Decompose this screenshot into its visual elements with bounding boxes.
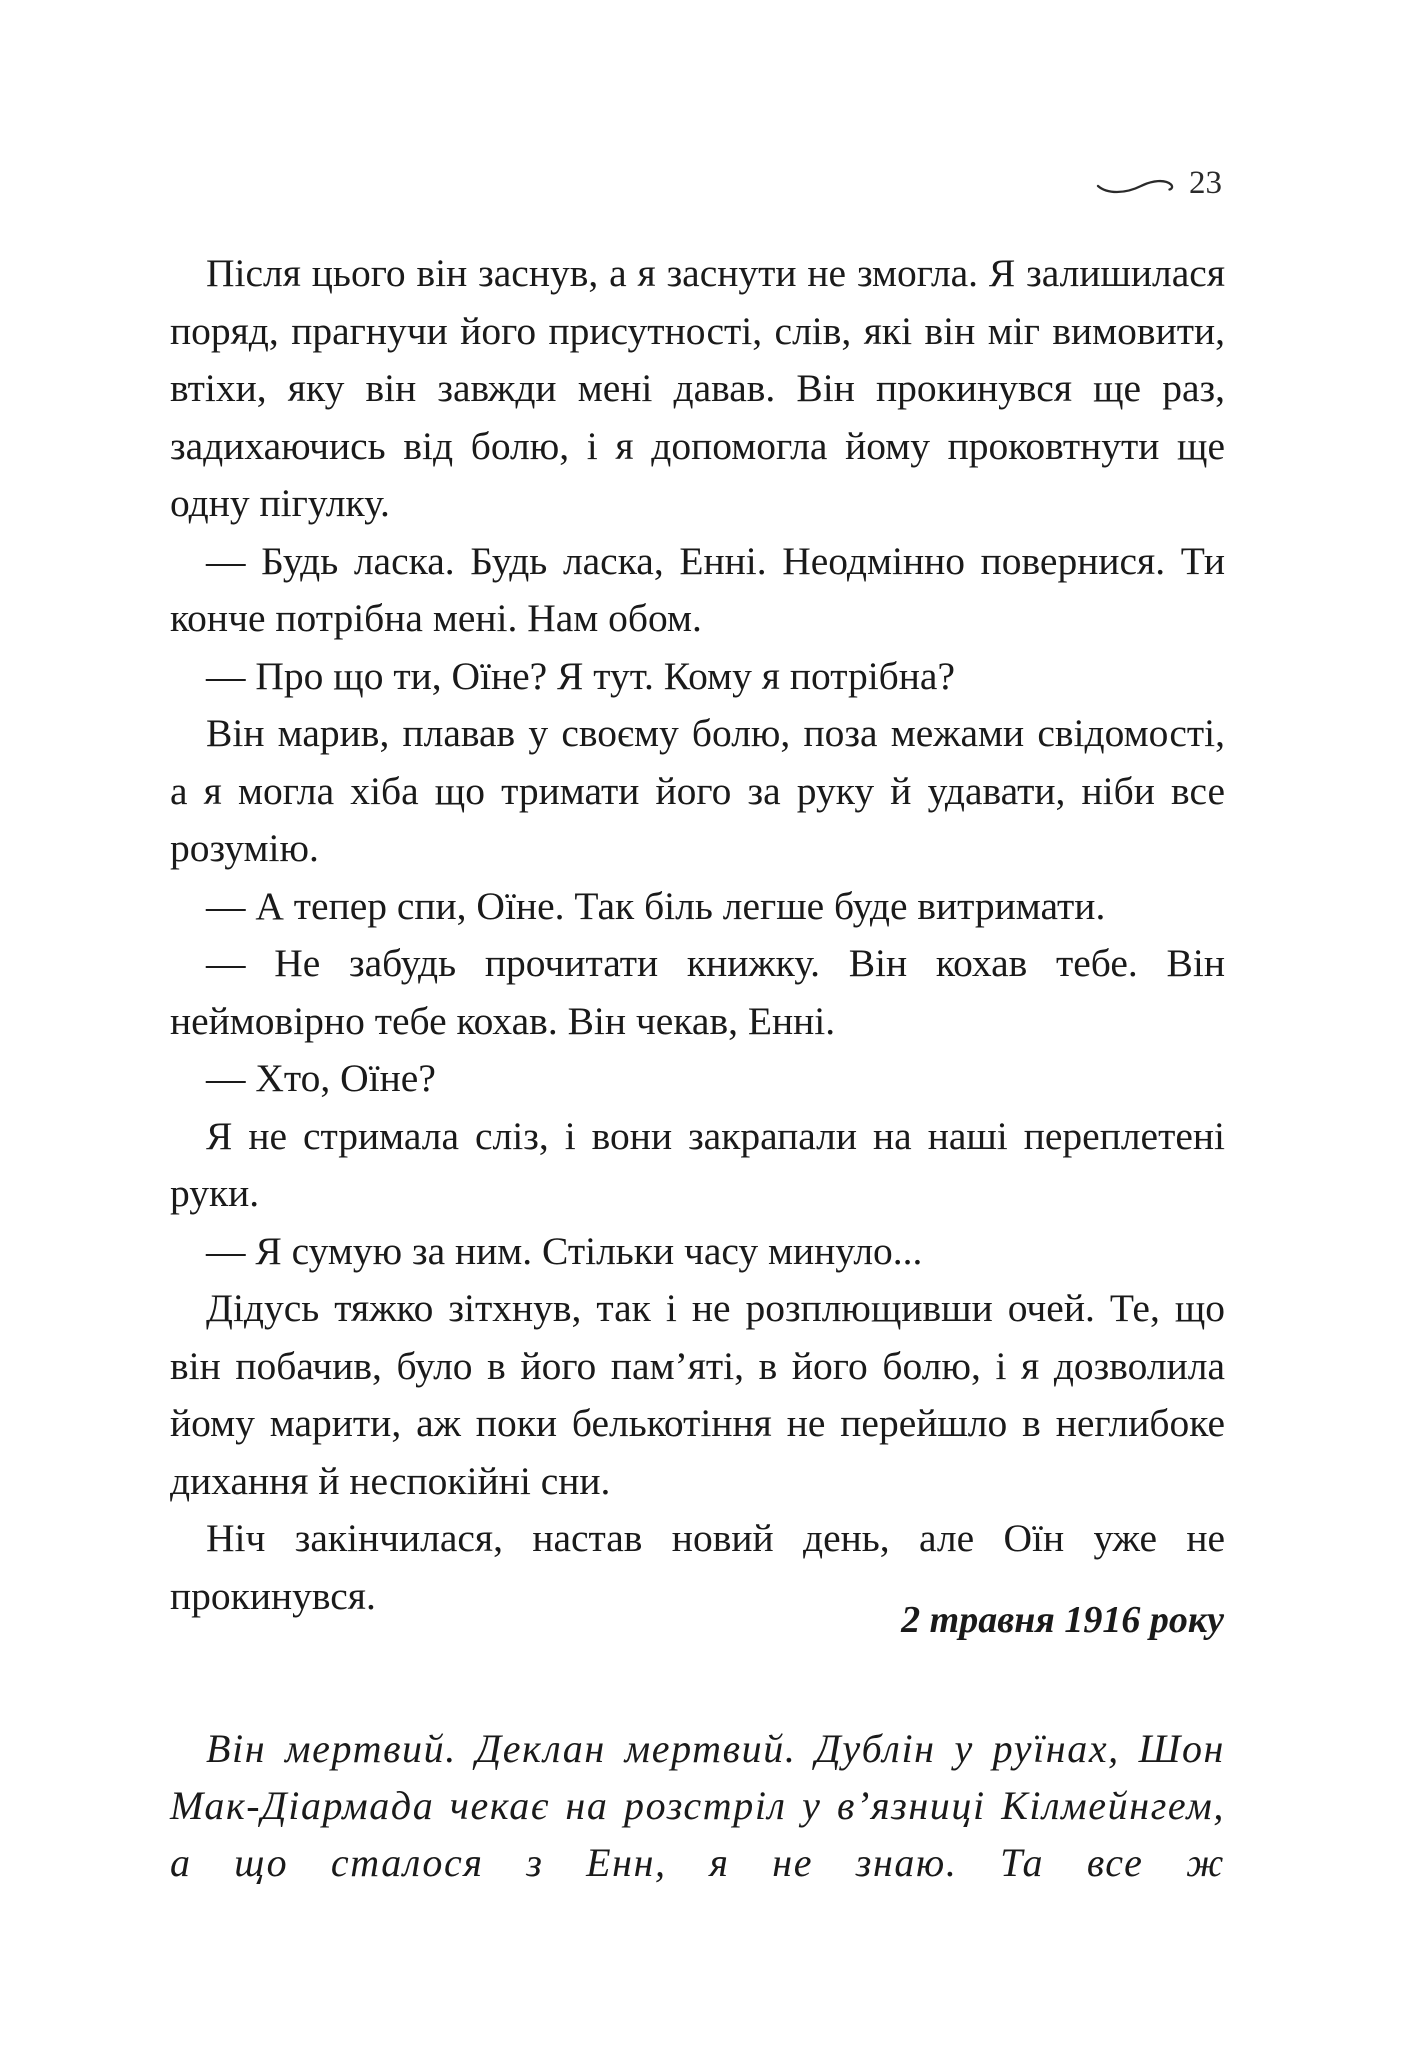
paragraph: Дідусь тяжко зітхнув, так і не розплющивши очей. Те, що він побачив, було в його пам’яті, в його болю, і я дозволила йому марити, аж поки белькотіння не перейшло в неглибоке дихання й неспокійні сни. bbox=[170, 1286, 1225, 1503]
page-number: 23 bbox=[1189, 165, 1222, 201]
paragraph: Я не стримала сліз, і вони закрапали на наші переплетені руки. bbox=[170, 1113, 1225, 1215]
swash-ornament-icon bbox=[1095, 171, 1175, 197]
diary-entry bbox=[170, 1720, 1225, 1891]
dialogue-line: — Будь ласка. Будь ласка, Енні. Неодмінно повернися. Ти конче потрібна мені. Нам обом. bbox=[170, 538, 1225, 640]
paragraph: Він марив, плавав у своєму болю, поза межами свідомості, а я могла хіба що тримати його за руку й удавати, ніби все розумію. bbox=[170, 711, 1225, 870]
body-text bbox=[170, 245, 1225, 1625]
date-heading: 2 травня 1916 року bbox=[901, 1599, 1224, 1641]
dialogue-line: — Про що ти, Оїне? Я тут. Кому я потрібна? bbox=[206, 653, 955, 698]
paragraph: Ніч закінчилася, настав новий день, але Оїн уже не прокинувся. bbox=[170, 1516, 1225, 1618]
dialogue-line: — Хто, Оїне? bbox=[206, 1056, 436, 1100]
dialogue-line: — Не забудь прочитати книжку. Він кохав тебе. Він неймовірно тебе кохав. Він чекав, Енні. bbox=[170, 941, 1225, 1043]
dialogue-line: — Я сумую за ним. Стільки часу минуло... bbox=[206, 1228, 923, 1273]
running-header bbox=[1095, 165, 1222, 202]
diary-paragraph: Він мертвий. Деклан мертвий. Дублін у руїнах, Шон Мак-Діармада чекає на розстріл у в’язниці Кілмейнгем, а що сталося з Енн, я не знаю. Та все ж bbox=[170, 1726, 1225, 1885]
paragraph: Після цього він заснув, а я заснути не змогла. Я залишилася поряд, прагнучи його присутності, слів, які він міг вимовити, втіхи, яку він завжди мені давав. Він прокинувся ще раз, задихаючись від болю, і я допомогла йому проковтнути ще одну пігулку. bbox=[170, 251, 1225, 525]
dialogue-line: — А тепер спи, Оїне. Так біль легше буде витримати. bbox=[206, 883, 1106, 928]
